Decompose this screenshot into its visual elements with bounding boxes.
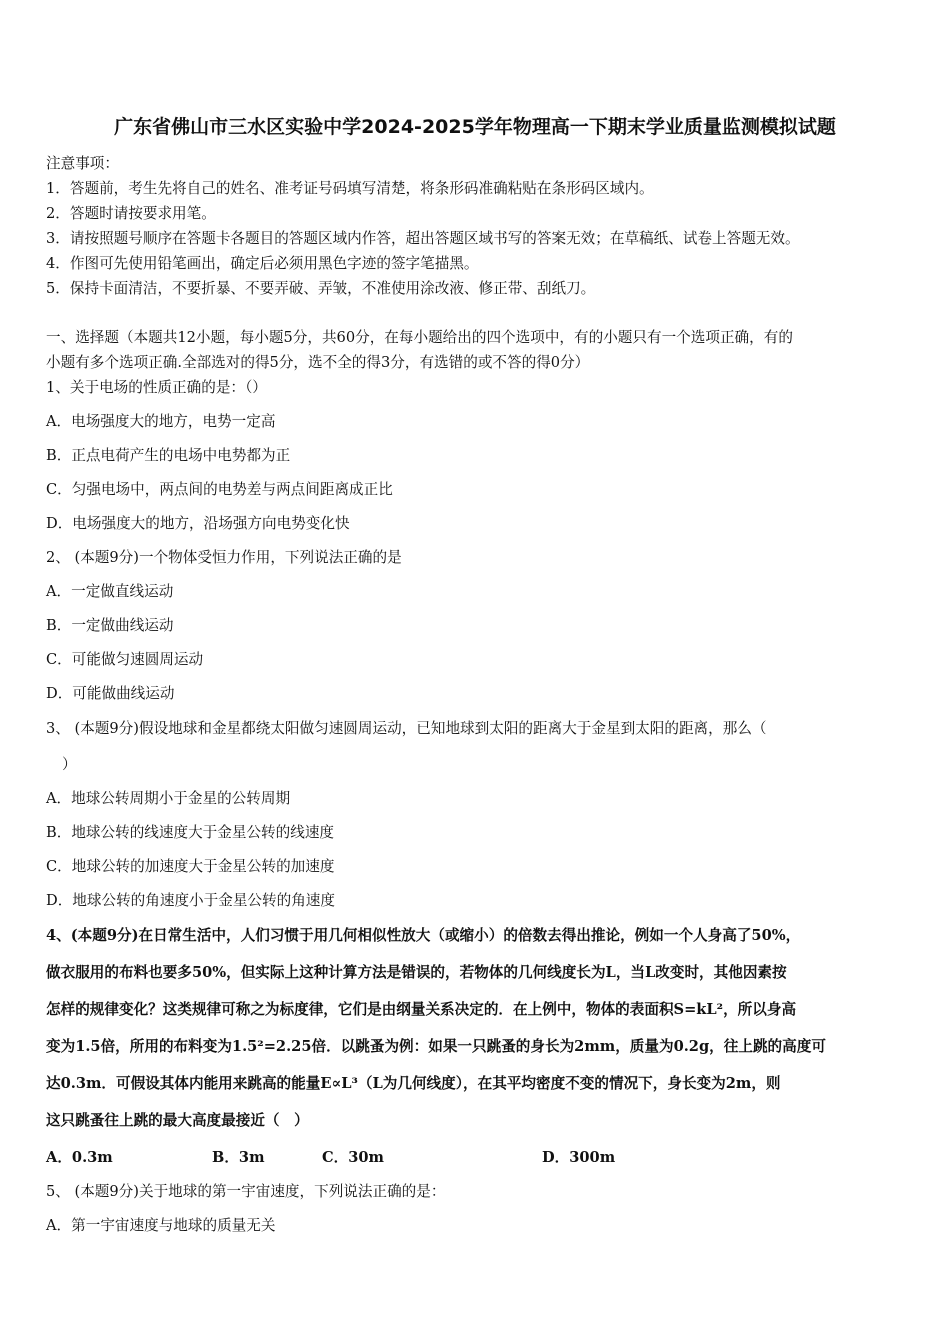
q2-stem: 2、 (本题9分)一个物体受恒力作用，下列说法正确的是 bbox=[46, 549, 402, 566]
q2-option-d: D．可能做曲线运动 bbox=[46, 685, 175, 702]
q4-line-6: 这只跳蚤往上跳的最大高度最接近（ ） bbox=[46, 1112, 309, 1129]
q3-option-d: D．地球公转的角速度小于金星公转的角速度 bbox=[46, 892, 335, 909]
q2-option-c: C．可能做匀速圆周运动 bbox=[46, 651, 204, 668]
q5-stem: 5、 (本题9分)关于地球的第一宇宙速度，下列说法正确的是： bbox=[46, 1183, 446, 1200]
q4-option-c: C．30m bbox=[322, 1149, 384, 1166]
q4-line-2: 做衣服用的布料也要多50%，但实际上这种计算方法是错误的，若物体的几何线度长为L，当L改变时，其他因素按 bbox=[46, 964, 787, 981]
q5-option-a: A．第一宇宙速度与地球的质量无关 bbox=[46, 1217, 276, 1234]
notice-item-1: 1．答题前，考生先将自己的姓名、准考证号码填写清楚，将条形码准确粘贴在条形码区域内。 bbox=[46, 180, 654, 197]
q1-option-d: D．电场强度大的地方，沿场强方向电势变化快 bbox=[46, 515, 350, 532]
q4-option-b: B．3m bbox=[212, 1149, 265, 1166]
notice-item-4: 4．作图可先使用铅笔画出，确定后必须用黑色字迹的签字笔描黑。 bbox=[46, 255, 479, 272]
notice-item-3: 3．请按照题号顺序在答题卡各题目的答题区域内作答，超出答题区域书写的答案无效；在草稿纸、试卷上答题无效。 bbox=[46, 230, 800, 247]
notice-item-5: 5．保持卡面清洁，不要折暴、不要弄破、弄皱，不准使用涂改液、修正带、刮纸刀。 bbox=[46, 280, 596, 297]
notice-item-2: 2．答题时请按要求用笔。 bbox=[46, 205, 216, 222]
q4-line-3: 怎样的规律变化？这类规律可称之为标度律，它们是由纲量关系决定的．在上例中，物体的表面积S=kL²，所以身高 bbox=[46, 1001, 797, 1018]
q4-option-d: D．300m bbox=[542, 1149, 616, 1166]
q1-option-a: A．电场强度大的地方，电势一定高 bbox=[46, 413, 276, 430]
q2-option-a: A．一定做直线运动 bbox=[46, 583, 174, 600]
q1-stem: 1、关于电场的性质正确的是：（） bbox=[46, 379, 267, 396]
q3-stem-end: ） bbox=[62, 756, 77, 773]
q4-option-a: A．0.3m bbox=[46, 1149, 113, 1166]
q3-option-a: A．地球公转周期小于金星的公转周期 bbox=[46, 790, 291, 807]
section-instruction-line2: 小题有多个选项正确.全部选对的得5分，选不全的得3分，有选错的或不答的得0分） bbox=[46, 354, 590, 371]
q2-option-b: B．一定做曲线运动 bbox=[46, 617, 174, 634]
q4-line-4: 变为1.5倍，所用的布料变为1.5²=2.25倍．以跳蚤为例：如果一只跳蚤的身长为2mm，质量为0.2g，往上跳的高度可 bbox=[46, 1038, 826, 1055]
q3-option-b: B．地球公转的线速度大于金星公转的线速度 bbox=[46, 824, 335, 841]
notice-heading: 注意事项： bbox=[46, 155, 119, 172]
page-title: 广东省佛山市三水区实验中学2024-2025学年物理高一下期末学业质量监测模拟试题 bbox=[114, 116, 836, 138]
q1-option-c: C．匀强电场中，两点间的电势差与两点间距离成正比 bbox=[46, 481, 393, 498]
q3-stem: 3、 (本题9分)假设地球和金星都绕太阳做匀速圆周运动，已知地球到太阳的距离大于金星到太阳的距离，那么（ bbox=[46, 720, 767, 737]
q4-line-5: 达0.3m．可假设其体内能用来跳高的能量E∝L³（L为几何线度），在其平均密度不变的情况下，身长变为2m，则 bbox=[46, 1075, 781, 1092]
q1-option-b: B．正点电荷产生的电场中电势都为正 bbox=[46, 447, 291, 464]
q4-line-1: 4、(本题9分)在日常生活中，人们习惯于用几何相似性放大（或缩小）的倍数去得出推论，例如一个人身高了50%， bbox=[46, 927, 801, 944]
section-instruction-line1: 一、选择题（本题共12小题，每小题5分，共60分，在每小题给出的四个选项中，有的小题只有一个选项正确，有的 bbox=[46, 329, 793, 346]
q4-options bbox=[46, 1146, 846, 1166]
q3-option-c: C．地球公转的加速度大于金星公转的加速度 bbox=[46, 858, 335, 875]
